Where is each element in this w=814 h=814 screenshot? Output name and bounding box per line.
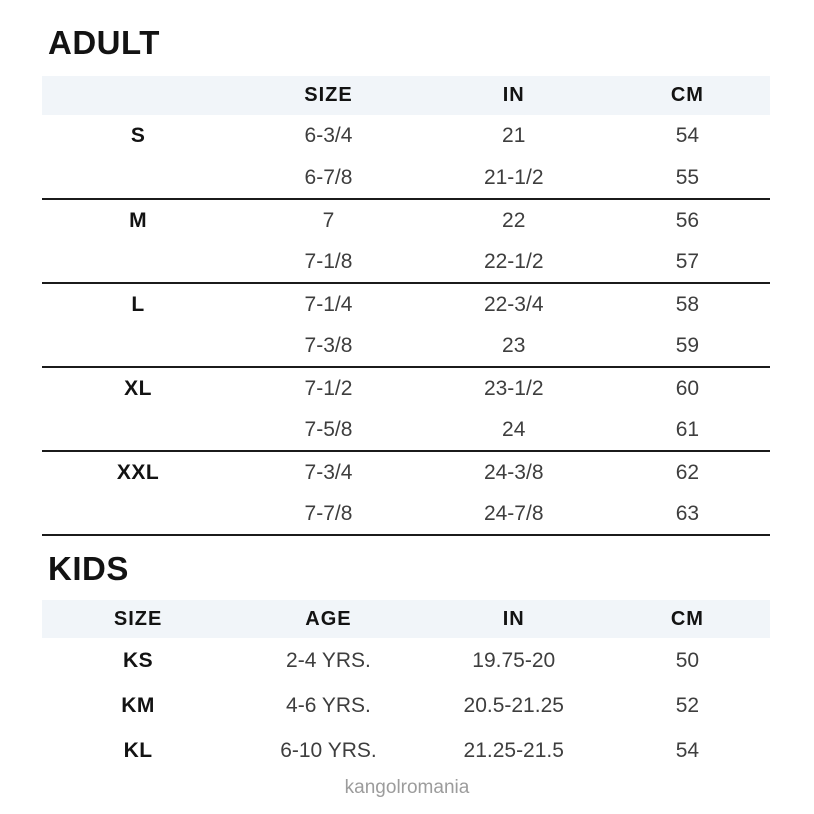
table-row [42,115,770,157]
kids-table-header [42,600,770,638]
inches-value: 22 [502,208,526,232]
kids-section-heading: KIDS [48,550,129,587]
table-row [42,493,770,535]
hat-size-value: 6-7/8 [234,157,423,199]
inches-value: 22-3/4 [483,292,544,316]
inches-value: 23-1/2 [483,376,544,400]
centimeters-value: 54 [675,738,700,762]
centimeters-value: 62 [675,460,700,484]
age-range-value: 6-10 YRS. [280,738,377,762]
kids-header-in: IN [423,600,605,638]
hat-size-value: 7-5/8 [234,409,423,451]
inches-value: 19.75-20 [472,648,556,672]
adult-header-cm: CM [605,76,770,115]
kids-size-label: KS [123,648,154,672]
table-row [42,157,770,199]
table-row [42,241,770,283]
size-group-label: XL [124,376,153,400]
table-row [42,325,770,367]
centimeters-value: 60 [675,376,700,400]
inches-value: 23 [423,325,605,367]
inches-value: 24 [423,409,605,451]
adult-header-in: IN [423,76,605,115]
hat-size-value: 7-1/8 [234,241,423,283]
adult-table-header [42,76,770,115]
table-row [42,638,770,683]
table-row [42,728,770,773]
centimeters-value: 55 [605,157,770,199]
hat-size-value: 7 [322,208,335,232]
kids-size-table [42,600,770,773]
kids-table-body [42,638,770,773]
kids-size-label: KL [123,738,153,762]
table-row [42,367,770,409]
hat-size-value: 7-3/8 [234,325,423,367]
hat-size-value: 6-3/4 [304,124,353,147]
adult-header-size: SIZE [234,76,423,115]
size-group-label [42,157,234,199]
adult-header-row [42,76,770,115]
table-row [42,283,770,325]
size-group-label: L [131,292,145,316]
kids-header-cm: CM [605,600,770,638]
size-group-label [42,493,234,535]
centimeters-value: 59 [605,325,770,367]
centimeters-value: 52 [675,693,700,717]
size-group-label: XXL [116,460,160,484]
centimeters-value: 63 [605,493,770,535]
adult-header-blank [42,76,234,115]
age-range-value: 4-6 YRS. [286,693,371,717]
kids-header-age: AGE [234,600,423,638]
centimeters-value: 56 [675,208,700,232]
age-range-value: 2-4 YRS. [286,648,371,672]
adult-section-heading: ADULT [48,24,160,61]
inches-value: 20.5-21.25 [463,693,564,717]
adult-table-body [42,115,770,535]
centimeters-value: 61 [605,409,770,451]
inches-value: 21 [502,124,526,147]
inches-value: 24-7/8 [423,493,605,535]
centimeters-value: 50 [675,648,700,672]
inches-value: 21.25-21.5 [463,738,564,762]
adult-size-table [42,76,770,536]
inches-value: 21-1/2 [423,157,605,199]
size-group-label [42,241,234,283]
hat-size-value: 7-7/8 [234,493,423,535]
centimeters-value: 54 [675,124,700,147]
hat-size-value: 7-1/2 [304,376,353,400]
hat-size-value: 7-3/4 [304,460,353,484]
table-row [42,683,770,728]
table-row [42,199,770,241]
table-row [42,409,770,451]
hat-size-value: 7-1/4 [304,292,353,316]
table-row [42,451,770,493]
watermark-text: kangolromania [344,777,470,798]
size-group-label: S [130,124,146,147]
kids-header-size: SIZE [42,600,234,638]
size-group-label [42,325,234,367]
centimeters-value: 57 [605,241,770,283]
size-group-label [42,409,234,451]
inches-value: 22-1/2 [423,241,605,283]
inches-value: 24-3/8 [483,460,544,484]
centimeters-value: 58 [675,292,700,316]
kids-size-label: KM [121,693,155,717]
size-group-label: M [129,208,148,232]
kids-header-row [42,600,770,638]
